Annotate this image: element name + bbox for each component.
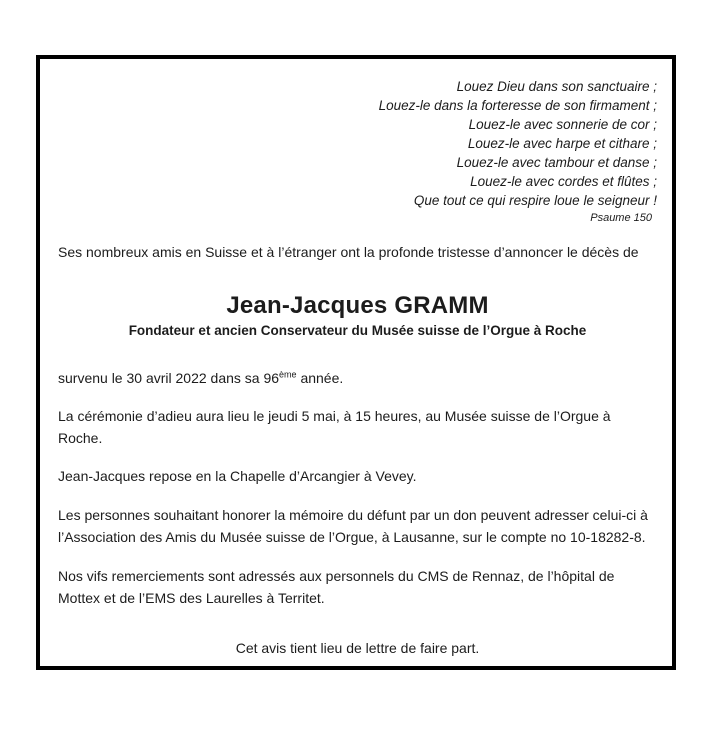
deceased-title: Fondateur et ancien Conservateur du Musée suisse de l’Orgue à Roche: [128, 323, 587, 338]
death-date-prefix: survenu le 30 avril 2022 dans sa 96: [58, 370, 280, 386]
age-superscript: ème: [279, 369, 297, 380]
ceremony-line: La cérémonie d’adieu aura lieu le jeudi 5 mai, à 15 heures, au Musée suisse de l’Orgue à Roche.: [58, 408, 611, 446]
closing-line: Cet avis tient lieu de lettre de faire part.: [235, 640, 480, 656]
psalm-line: Louez-le avec tambour et danse ;: [456, 155, 657, 170]
deceased-name: Jean-Jacques GRAMM: [226, 292, 489, 319]
psalm-line: Louez-le avec cordes et flûtes ;: [470, 174, 657, 189]
obituary-frame: [36, 55, 676, 670]
psalm-line: Que tout ce qui respire loue le seigneur !: [413, 193, 657, 208]
repose-line: Jean-Jacques repose en la Chapelle d’Arcangier à Vevey.: [58, 468, 417, 484]
psalm-block: [58, 75, 657, 210]
psalm-line: Louez-le avec sonnerie de cor ;: [468, 117, 657, 132]
donation-paragraph: Les personnes souhaitant honorer la mémoire du défunt par un don peuvent adresser celui-ci à l’Association des Amis du Musée suisse de l’Orgue, à Lausanne, sur le compte no 10-18282-8.: [58, 507, 648, 545]
psalm-line: Louez Dieu dans son sanctuaire ;: [456, 79, 657, 94]
death-date-suffix: année.: [296, 370, 344, 386]
announcement-intro: Ses nombreux amis en Suisse et à l’étranger ont la profonde tristesse d’annoncer le décès de: [58, 244, 639, 260]
psalm-line: Louez-le avec harpe et cithare ;: [467, 136, 657, 151]
thanks-paragraph: Nos vifs remerciements sont adressés aux personnels du CMS de Rennaz, de l’hôpital de Mottex et de l’EMS des Laurelles à Territet.: [58, 568, 615, 606]
psalm-line: Louez-le dans la forteresse de son firmament ;: [378, 98, 657, 113]
psalm-attribution: Psaume 150: [590, 212, 652, 224]
death-date-line: [58, 367, 657, 389]
